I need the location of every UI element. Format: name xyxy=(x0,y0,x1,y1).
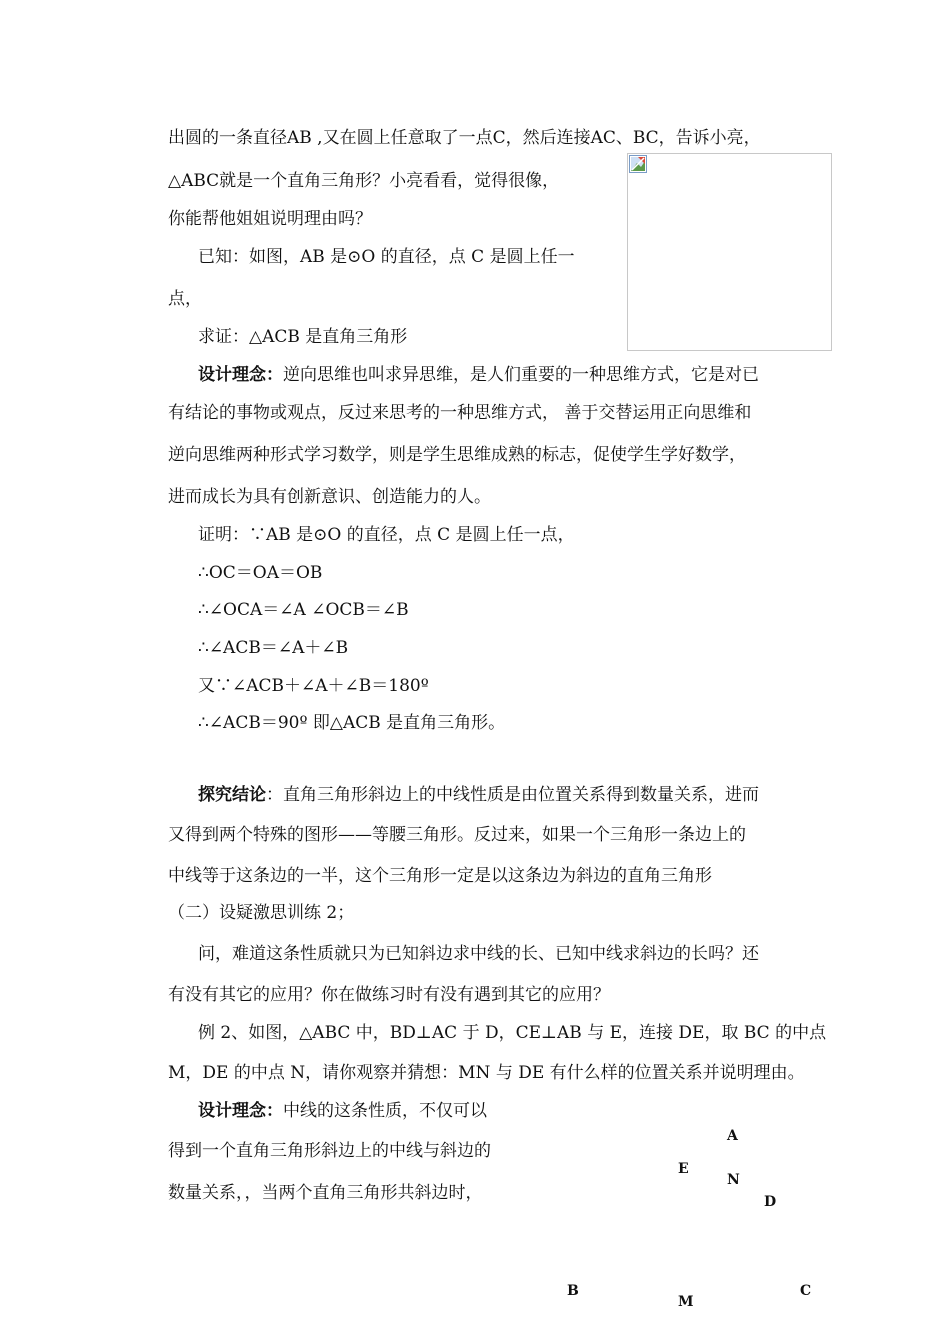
prove-line: 求证：△ACB 是直角三角形 xyxy=(198,327,408,347)
figure-image-placeholder xyxy=(627,153,832,351)
conclusion-line-1 xyxy=(198,783,759,807)
figure-label-n: N xyxy=(727,1172,740,1188)
design-concept-2-label: 设计理念： xyxy=(198,1101,283,1121)
design-concept-2-text-1: 中线的这条性质，不仅可以 xyxy=(283,1101,487,1121)
example-line-1: 例 2、如图，△ABC 中，BD⊥AC 于 D，CE⊥AB 与 E，连接 DE，取 BC 的中点 xyxy=(198,1023,827,1043)
conclusion-text-1: ：直角三角形斜边上的中线性质是由位置关系得到数量关系，进而 xyxy=(266,785,759,805)
example-line-2: M，DE 的中点 N，请你观察并猜想：MN 与 DE 有什么样的位置关系并说明理由。 xyxy=(168,1063,805,1083)
design-concept-2-line-3: 数量关系，，当两个直角三角形共斜边时， xyxy=(168,1183,483,1203)
proof-line-3: ∴∠OCA＝∠A ∠OCB＝∠B xyxy=(198,600,409,620)
design-concept-1-label: 设计理念： xyxy=(198,365,283,385)
conclusion-line-2: 又得到两个特殊的图形——等腰三角形。反过来，如果一个三角形一条边上的 xyxy=(168,825,746,845)
design-concept-1-text-1: 逆向思维也叫求异思维，是人们重要的一种思维方式，它是对已 xyxy=(283,365,759,385)
intro-line-2: △ABC就是一个直角三角形？小亮看看，觉得很像， xyxy=(168,171,560,191)
broken-image-icon xyxy=(629,155,647,173)
given-line-1: 已知：如图，AB 是⊙O 的直径，点 C 是圆上任一 xyxy=(198,247,575,267)
figure-label-b: B xyxy=(567,1283,579,1299)
intro-line-1: 出圆的一条直径AB ,又在圆上任意取了一点C，然后连接AC、BC，告诉小亮， xyxy=(168,128,761,148)
design-concept-1-line-2: 有结论的事物或观点，反过来思考的一种思维方式， 善于交替运用正向思维和 xyxy=(168,403,752,423)
figure-label-e: E xyxy=(678,1161,689,1177)
design-concept-2-line-2: 得到一个直角三角形斜边上的中线与斜边的 xyxy=(168,1141,491,1161)
conclusion-line-3: 中线等于这条边的一半，这个三角形一定是以这条边为斜边的直角三角形 xyxy=(168,866,712,886)
proof-line-1: 证明：∵AB 是⊙O 的直径，点 C 是圆上任一点， xyxy=(198,525,575,545)
proof-line-4: ∴∠ACB＝∠A＋∠B xyxy=(198,638,349,658)
design-concept-2-line-1 xyxy=(198,1099,487,1123)
proof-line-2: ∴OC＝OA＝OB xyxy=(198,563,323,583)
section-title: （二）设疑激思训练 2； xyxy=(168,903,355,923)
proof-line-5: 又∵∠ACB＋∠A＋∠B＝180º xyxy=(198,676,429,696)
figure-label-m: M xyxy=(678,1294,694,1310)
design-concept-1-line-3: 逆向思维两种形式学习数学，则是学生思维成熟的标志，促使学生学好数学， xyxy=(168,445,746,465)
intro-line-3: 你能帮他姐姐说明理由吗？ xyxy=(168,209,372,229)
conclusion-label: 探究结论 xyxy=(198,785,266,805)
question-line-1: 问，难道这条性质就只为已知斜边求中线的长、已知中线求斜边的长吗？还 xyxy=(198,944,759,964)
figure-label-a: A xyxy=(727,1128,738,1144)
figure-label-c: C xyxy=(800,1283,812,1299)
figure-label-d: D xyxy=(764,1194,777,1210)
design-concept-1-line-4: 进而成长为具有创新意识、创造能力的人。 xyxy=(168,487,491,507)
design-concept-1-line-1 xyxy=(198,363,759,387)
proof-line-6: ∴∠ACB＝90º 即△ACB 是直角三角形。 xyxy=(198,713,506,733)
given-line-2: 点， xyxy=(168,289,202,309)
question-line-2: 有没有其它的应用？你在做练习时有没有遇到其它的应用？ xyxy=(168,985,610,1005)
